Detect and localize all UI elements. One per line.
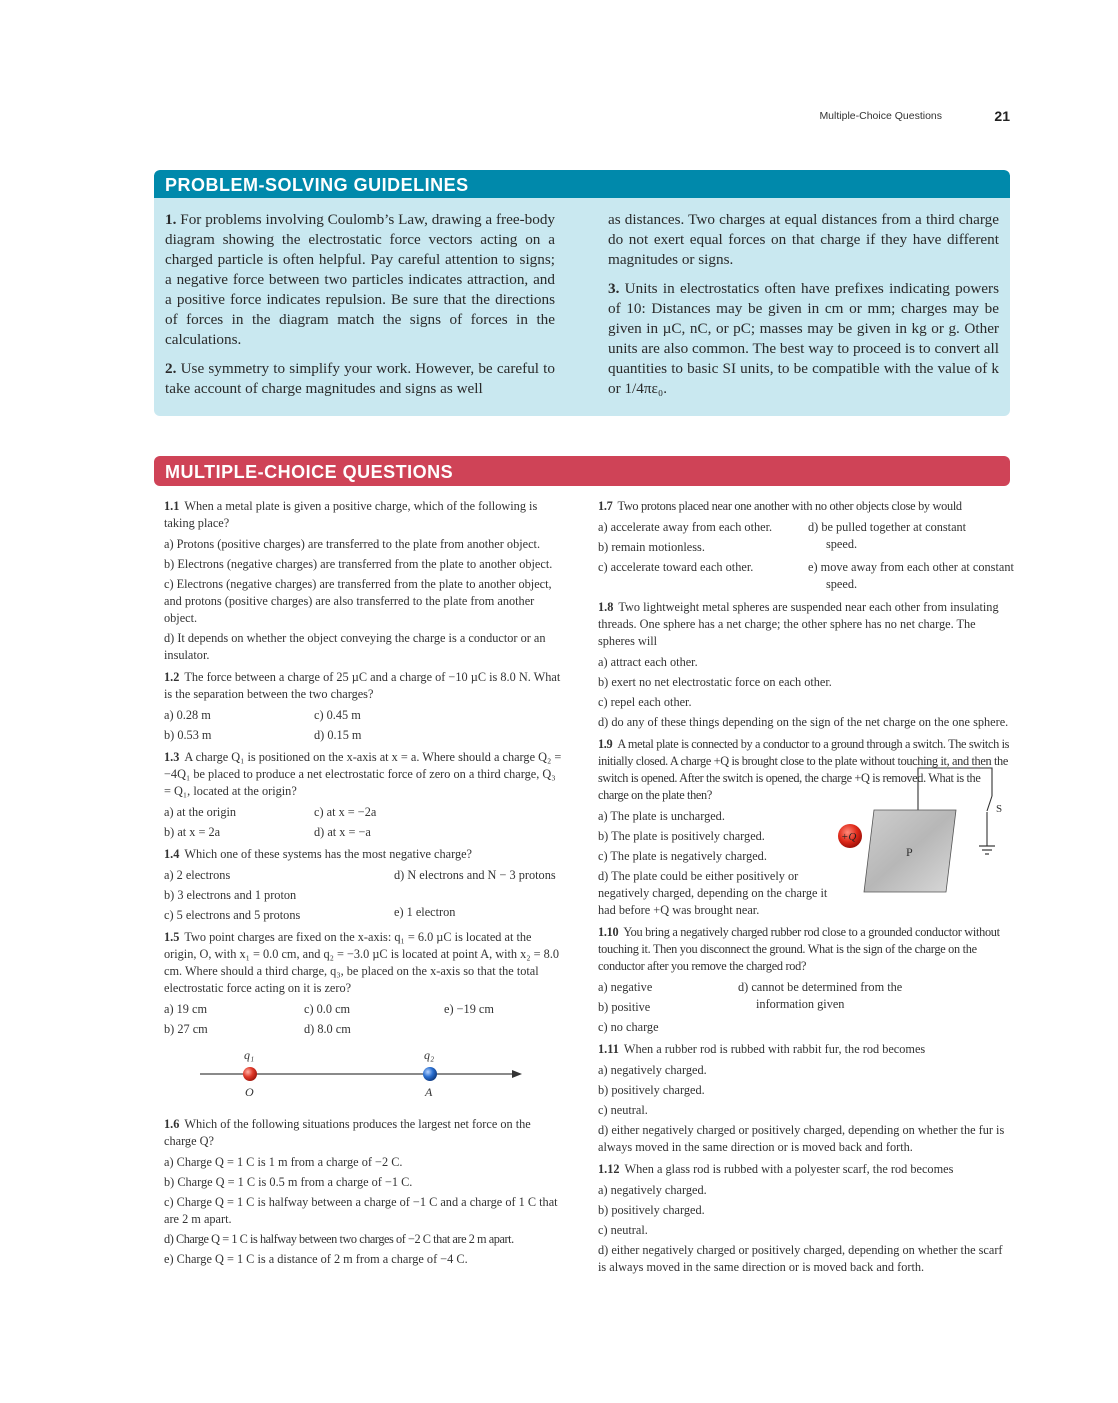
option: c) neutral. [598, 1223, 648, 1237]
axis-arrow-icon [512, 1070, 522, 1078]
option: e) move away from each other at constant speed. [808, 560, 1014, 591]
plate-switch-ground-figure [836, 764, 1018, 914]
question-1-9: 1.9 A metal plate is connected by a conductor to a ground through a switch. The switch is initially closed. A charge +Q is brought close to the plate without touching it, and then the switch is opened. After the switch is opened, the charge +Q is removed. What is the charge on the plate then? P S +Q a) The plate is uncharged. b) The plate is positively charged. c) The plate is negatively charged. d) The plate could be either positively or negatively charged, depending on the charge it had before +Q was brought near. [598, 736, 1010, 919]
option: b) Electrons (negative charges) are transferred from the plate to another object. [164, 557, 553, 571]
option: c) at x = −2a [314, 805, 377, 819]
option: d) cannot be determined from the information given [738, 980, 903, 1011]
plate-label: P [906, 845, 913, 859]
option: b) Charge Q = 1 C is 0.5 m from a charge of −1 C. [164, 1175, 413, 1189]
option: d) be pulled together at constant speed. [808, 520, 967, 551]
option: c) The plate is negatively charged. [598, 849, 767, 863]
option: b) positively charged. [598, 1083, 705, 1097]
option: a) attract each other. [598, 655, 698, 669]
question-1-4: 1.4 Which one of these systems has the most negative charge? a) 2 electrons d) N electrons and N − 3 protons b) 3 electrons and 1 proton c) 5 electrons and 5 protons e) 1 electron [164, 846, 564, 924]
problem-solving-guidelines-box [154, 170, 1010, 416]
option: a) The plate is uncharged. [598, 809, 725, 823]
question-1-2: 1.2 The force between a charge of 25 µC and a charge of −10 µC is 8.0 N. What is the separation between the two charges? a) 0.28 m c) 0.45 m b) 0.53 m d) 0.15 m [164, 669, 564, 744]
option: b) positive [598, 1000, 651, 1014]
switch-label: S [996, 803, 1003, 815]
q2-label: q₂ [424, 1048, 435, 1062]
option: e) Charge Q = 1 C is a distance of 2 m from a charge of −4 C. [164, 1252, 468, 1266]
option: b) 3 electrons and 1 proton [164, 888, 297, 902]
running-head [600, 108, 1010, 126]
question-1-1: 1.1 When a metal plate is given a positive charge, which of the following is taking place? a) Protons (positive charges) are transferred to the plate from another object. b) Electrons (negative charges) are transferred from the plate to another object. c) Electrons (negative charges) are transferred from the plate to another object, and protons (positive charges) are also transferred to the plate from another object. d) It depends on whether the object conveying the charge is a conductor or an insulator. [164, 498, 564, 664]
option: e) 1 electron [394, 905, 456, 919]
charge-label: +Q [841, 831, 857, 843]
origin-label: O [245, 1085, 254, 1099]
option: a) Protons (positive charges) are transferred to the plate from another object. [164, 537, 541, 551]
option: d) at x = −a [314, 825, 371, 839]
guidelines-title: PROBLEM-SOLVING GUIDELINES [154, 170, 1010, 198]
option: b) at x = 2a [164, 825, 221, 839]
option: b) remain motionless. [598, 540, 705, 554]
option: d) Charge Q = 1 C is halfway between two charges of −2 C that are 2 m apart. [164, 1232, 514, 1246]
option: b) 0.53 m [164, 728, 212, 742]
option: c) Charge Q = 1 C is halfway between a charge of −1 C and a charge of 1 C that are 2 m apart. [164, 1195, 558, 1226]
option: e) −19 cm [444, 1002, 494, 1016]
question-1-10: 1.10 You bring a negatively charged rubber rod close to a grounded conductor without touching it. Then you disconnect the ground. What is the sign of the charge on the conductor after you remove the charged rod? a) negative d) cannot be determined from the information given b) positive c) no charge [598, 925, 1000, 1034]
option: c) 5 electrons and 5 protons [164, 908, 301, 922]
question-1-3: 1.3 A charge Q₁ is positioned on the x-axis at x = a. Where should a charge Q₂ = −4Q₁ be placed to produce a net electrostatic force of zero on a third charge, Q₃ = Q₁, located at the origin? a) at the origin c) at x = −2a b) at x = 2a d) at x = −a [164, 749, 564, 841]
question-1-6: 1.6 Which of the following situations produces the largest net force on the charge Q? a) Charge Q = 1 C is 1 m from a charge of −2 C. b) Charge Q = 1 C is 0.5 m from a charge of −1 C. c) Charge Q = 1 C is halfway between a charge of −1 C and a charge of 1 C that are 2 m apart. d) Charge Q = 1 C is halfway between two charges of −2 C that are 2 m apart. e) Charge Q = 1 C is a distance of 2 m from a charge of −4 C. [164, 1116, 564, 1268]
option: c) Electrons (negative charges) are transferred from the plate to another object, and protons (positive charges) are also transferred to the plate from another object. [164, 577, 552, 625]
questions-column-right [598, 498, 1014, 1281]
option: a) negatively charged. [598, 1183, 707, 1197]
option: a) 19 cm [164, 1002, 208, 1016]
q1-label: q₁ [244, 1048, 255, 1062]
question-1-12: 1.12 When a glass rod is rubbed with a polyester scarf, the rod becomes a) negatively charged. b) positively charged. c) neutral. d) either negatively charged or positively charged, depending on whether the scarf is always moved in the same direction or is moved back and forth. [598, 1161, 1010, 1276]
option: a) negatively charged. [598, 1063, 707, 1077]
question-1-8: 1.8 Two lightweight metal spheres are suspended near each other from insulating threads. One sphere has a net charge; the other sphere has no net charge. The spheres will a) attract each other. b) exert no net electrostatic force on each other. c) repel each other. d) do any of these things depending on the sign of the net charge on the one sphere. [598, 600, 1009, 729]
option: a) Charge Q = 1 C is 1 m from a charge of −2 C. [164, 1155, 403, 1169]
option: a) at the origin [164, 805, 237, 819]
charge-q2-sphere [423, 1067, 437, 1081]
option: a) 2 electrons [164, 868, 231, 882]
option: d) either negatively charged or positively charged, depending on whether the scarf is always moved in the same direction or is moved back and forth. [598, 1243, 1003, 1274]
option: c) no charge [598, 1020, 659, 1034]
option: d) 0.15 m [314, 728, 362, 742]
option: d) N electrons and N − 3 protons [394, 868, 556, 882]
option: d) do any of these things depending on the sign of the net charge on the one sphere. [598, 715, 1009, 729]
switch-lever-icon [987, 796, 992, 811]
guideline-item: 3. Units in electrostatics often have prefixes indicating powers of 10: Distances may be given in cm or mm; charges may be given in µC, nC, or pC; masses may be given in kg or g. Other units are also common. The best way to proceed is to convert all quantities to basic SI units, to be compatible with the value of k or 1/4πε₀. [608, 280, 1000, 397]
question-1-7: 1.7 Two protons placed near one another with no other objects close by would a) accelerate away from each other. d) be pulled together at constant speed. b) remain motionless. c) accelerate toward each other. e) move away from each other at constant speed. [598, 498, 1010, 593]
option: b) 27 cm [164, 1022, 208, 1036]
option: d) either negatively charged or positively charged, depending on whether the fur is always moved in the same direction or is moved back and forth. [598, 1123, 1005, 1154]
option: c) 0.45 m [314, 708, 361, 722]
option: c) 0.0 cm [304, 1002, 351, 1016]
option: a) 0.28 m [164, 708, 211, 722]
page-number: 21 [994, 108, 1010, 124]
guideline-item: 2. Use symmetry to simplify your work. However, be careful to take account of charge magnitudes and signs as well [165, 360, 555, 397]
question-1-5: 1.5 Two point charges are fixed on the x-axis: q₁ = 6.0 µC is located at the origin, O, with x₁ = 0.0 cm, and q₂ = −3.0 µC is located at point A, with x₂ = 8.0 cm. Where should a third charge, q₃, be placed on the x-axis so that the total electrostatic force acting on it is zero? a) 19 cm c) 0.0 cm e) −19 cm b) 27 cm d) 8.0 cm q₁ q₂ O A [164, 929, 564, 1106]
charges-on-axis-figure [194, 1044, 534, 1106]
guideline-item: 1. For problems involving Coulomb’s Law, drawing a free-body diagram showing the electrostatic force vectors acting on a charged particle is often helpful. Pay careful attention to signs; a negative force between two particles indicates attraction, and a positive force indicates repulsion. Be sure that the directions of forces in the diagram match the signs of forces in the calculations. [165, 211, 556, 348]
option: c) repel each other. [598, 695, 692, 709]
option: d) The plate could be either positively or negatively charged, depending on the charge it had before +Q was brought near. [598, 869, 828, 917]
conductor-wire [918, 768, 992, 810]
guidelines-column-right [608, 210, 999, 408]
option: b) positively charged. [598, 1203, 705, 1217]
option: a) negative [598, 980, 653, 994]
guideline-item-continued: as distances. Two charges at equal distances from a third charge do not exert equal forces on that charge if they have different magnitudes or signs. [608, 211, 999, 268]
questions-column-left [164, 498, 564, 1273]
option: c) neutral. [598, 1103, 648, 1117]
option: b) The plate is positively charged. [598, 829, 765, 843]
charge-q1-sphere [243, 1067, 257, 1081]
option: a) accelerate away from each other. [598, 520, 773, 534]
option: b) exert no net electrostatic force on each other. [598, 675, 832, 689]
mcq-section-title: MULTIPLE-CHOICE QUESTIONS [154, 456, 1010, 486]
question-1-11: 1.11 When a rubber rod is rubbed with rabbit fur, the rod becomes a) negatively charged. b) positively charged. c) neutral. d) either negatively charged or positively charged, depending on whether the fur is always moved in the same direction or is moved back and forth. [598, 1041, 1010, 1156]
option: c) accelerate toward each other. [598, 560, 754, 574]
point-a-label: A [425, 1085, 433, 1099]
option: d) 8.0 cm [304, 1022, 351, 1036]
option: d) It depends on whether the object conveying the charge is a conductor or an insulator. [164, 631, 546, 662]
running-head-title: Multiple-Choice Questions [819, 110, 942, 122]
guidelines-column-left [165, 210, 555, 408]
